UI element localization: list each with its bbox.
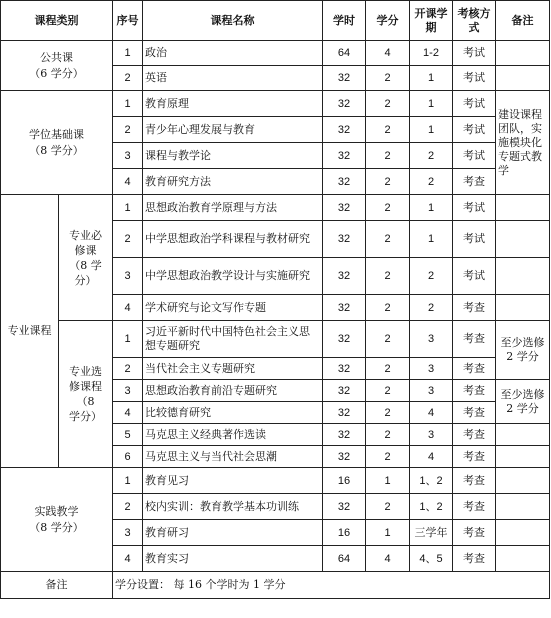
- header-course-name: 课程名称: [143, 1, 323, 41]
- course-name: 马克思主义经典著作选读: [143, 424, 323, 446]
- category-credits: （6 学分）: [29, 66, 84, 80]
- remark-cell: [496, 446, 550, 468]
- subcategory-line: 修课程: [69, 380, 102, 393]
- course-exam: 考试: [453, 117, 496, 143]
- course-credits: 2: [366, 91, 410, 117]
- course-name: 学术研究与论文写作专题: [143, 295, 323, 321]
- category-credits: （8 学分）: [29, 143, 84, 157]
- row-number: 4: [113, 546, 143, 572]
- course-exam: 考查: [453, 402, 496, 424]
- category-public: [1, 41, 113, 91]
- course-credits: 2: [366, 117, 410, 143]
- course-name: 思想政治教育前沿专题研究: [143, 380, 323, 402]
- header-row: [1, 1, 550, 41]
- course-exam: 考查: [453, 295, 496, 321]
- course-name: 政治: [143, 41, 323, 66]
- course-exam: 考查: [453, 169, 496, 195]
- course-credits: 1: [366, 520, 410, 546]
- footer-text: 学分设置： 每 16 个学时为 1 学分: [113, 572, 550, 599]
- course-name: 英语: [143, 66, 323, 91]
- course-term: 三学年: [410, 520, 453, 546]
- subcategory-line: 修课: [74, 243, 97, 257]
- header-credits: 学分: [366, 1, 410, 41]
- course-term: 1: [410, 91, 453, 117]
- course-exam: 考查: [453, 546, 496, 572]
- remark-degree: 建设课程团队，实施模块化专题式教学: [496, 91, 550, 195]
- row-number: 4: [113, 402, 143, 424]
- course-credits: 2: [366, 380, 410, 402]
- header-term: 开课学期: [410, 1, 453, 41]
- course-name: 教育原理: [143, 91, 323, 117]
- course-name: 中学思想政治学科课程与教材研究: [143, 221, 323, 258]
- category-name: 实践教学: [34, 504, 79, 518]
- course-hours: 32: [323, 402, 366, 424]
- course-hours: 32: [323, 143, 366, 169]
- course-hours: 32: [323, 358, 366, 380]
- course-credits: 2: [366, 321, 410, 358]
- subcategory-line: （8: [76, 395, 95, 408]
- footer-row: [1, 572, 550, 599]
- course-credits: 2: [366, 446, 410, 468]
- table-row: [1, 195, 550, 221]
- table-row: [1, 41, 550, 66]
- category-practice: [1, 468, 113, 572]
- remark-cell: [496, 520, 550, 546]
- course-name: 课程与教学论: [143, 143, 323, 169]
- subcategory-line: 专业选: [69, 365, 102, 378]
- course-hours: 32: [323, 66, 366, 91]
- course-term: 4: [410, 402, 453, 424]
- course-term: 1: [410, 221, 453, 258]
- course-exam: 考试: [453, 258, 496, 295]
- row-number: 1: [113, 468, 143, 494]
- category-name: 专业课程: [7, 324, 52, 337]
- remark-cell: [496, 195, 550, 221]
- remark-cell: [496, 221, 550, 258]
- course-credits: 2: [366, 195, 410, 221]
- course-credits: 4: [366, 41, 410, 66]
- course-name: 教育研究方法: [143, 169, 323, 195]
- course-term: 3: [410, 358, 453, 380]
- row-number: 2: [113, 66, 143, 91]
- course-credits: 1: [366, 468, 410, 494]
- course-exam: 考查: [453, 494, 496, 520]
- header-category: 课程类别: [1, 1, 113, 41]
- course-hours: 32: [323, 446, 366, 468]
- course-exam: 考试: [453, 143, 496, 169]
- course-name: 思想政治教育学原理与方法: [143, 195, 323, 221]
- course-term: 3: [410, 380, 453, 402]
- course-hours: 32: [323, 195, 366, 221]
- row-number: 3: [113, 258, 143, 295]
- course-credits: 2: [366, 358, 410, 380]
- course-term: 2: [410, 258, 453, 295]
- course-term: 2: [410, 143, 453, 169]
- table-row: [1, 321, 550, 358]
- course-hours: 32: [323, 295, 366, 321]
- remark-cell: [496, 66, 550, 91]
- course-name: 教育实习: [143, 546, 323, 572]
- course-hours: 16: [323, 520, 366, 546]
- category-major: [1, 195, 59, 468]
- course-name: 习近平新时代中国特色社会主义思想专题研究: [143, 321, 323, 358]
- row-number: 2: [113, 494, 143, 520]
- course-credits: 2: [366, 143, 410, 169]
- header-number: 序号: [113, 1, 143, 41]
- row-number: 1: [113, 91, 143, 117]
- course-term: 2: [410, 295, 453, 321]
- remark-cell: [496, 424, 550, 446]
- row-number: 4: [113, 295, 143, 321]
- remark-cell: [496, 494, 550, 520]
- remark-elective-b: 至少选修 2 学分: [496, 380, 550, 424]
- course-exam: 考试: [453, 41, 496, 66]
- row-number: 3: [113, 143, 143, 169]
- subcategory-line: 分）: [74, 273, 97, 287]
- header-remarks: 备注: [496, 1, 550, 41]
- course-credits: 2: [366, 66, 410, 91]
- course-name: 青少年心理发展与教育: [143, 117, 323, 143]
- remark-cell: [496, 258, 550, 295]
- course-hours: 32: [323, 221, 366, 258]
- course-exam: 考试: [453, 221, 496, 258]
- course-credits: 2: [366, 402, 410, 424]
- course-hours: 32: [323, 117, 366, 143]
- row-number: 1: [113, 321, 143, 358]
- row-number: 5: [113, 424, 143, 446]
- course-hours: 32: [323, 424, 366, 446]
- remark-elective-a: 至少选修 2 学分: [496, 321, 550, 380]
- row-number: 3: [113, 380, 143, 402]
- course-name: 教育研习: [143, 520, 323, 546]
- remark-cell: [496, 41, 550, 66]
- course-name: 教育见习: [143, 468, 323, 494]
- header-exam: 考核方式: [453, 1, 496, 41]
- course-exam: 考查: [453, 424, 496, 446]
- course-credits: 2: [366, 494, 410, 520]
- subcategory-required: [59, 195, 113, 321]
- subcategory-line: （8 学: [69, 258, 102, 272]
- row-number: 1: [113, 41, 143, 66]
- row-number: 3: [113, 520, 143, 546]
- row-number: 2: [113, 358, 143, 380]
- category-credits: （8 学分）: [29, 520, 84, 534]
- subcategory-line: 学分）: [69, 410, 102, 423]
- course-term: 1、2: [410, 494, 453, 520]
- remark-cell: [496, 468, 550, 494]
- course-name: 校内实训：教育教学基本功训练: [143, 494, 323, 520]
- course-term: 3: [410, 321, 453, 358]
- course-hours: 32: [323, 169, 366, 195]
- row-number: 1: [113, 195, 143, 221]
- category-name: 公共课: [40, 50, 73, 64]
- subcategory-line: 专业必: [69, 228, 102, 242]
- remark-cell: [496, 295, 550, 321]
- course-exam: 考试: [453, 195, 496, 221]
- course-hours: 16: [323, 468, 366, 494]
- table-row: [1, 91, 550, 117]
- course-hours: 32: [323, 321, 366, 358]
- course-name: 中学思想政治教学设计与实施研究: [143, 258, 323, 295]
- course-exam: 考试: [453, 91, 496, 117]
- course-term: 1: [410, 195, 453, 221]
- course-name: 比较德育研究: [143, 402, 323, 424]
- course-term: 2: [410, 169, 453, 195]
- remark-cell: [496, 546, 550, 572]
- course-exam: 考查: [453, 321, 496, 358]
- course-term: 1-2: [410, 41, 453, 66]
- table-row: [1, 468, 550, 494]
- course-term: 4、5: [410, 546, 453, 572]
- row-number: 6: [113, 446, 143, 468]
- row-number: 2: [113, 117, 143, 143]
- course-exam: 考试: [453, 66, 496, 91]
- course-hours: 32: [323, 494, 366, 520]
- course-credits: 2: [366, 258, 410, 295]
- course-credits: 4: [366, 546, 410, 572]
- course-hours: 32: [323, 91, 366, 117]
- course-hours: 32: [323, 380, 366, 402]
- course-term: 1: [410, 66, 453, 91]
- course-credits: 2: [366, 424, 410, 446]
- category-name: 学位基础课: [29, 127, 84, 141]
- header-hours: 学时: [323, 1, 366, 41]
- course-name: 当代社会主义专题研究: [143, 358, 323, 380]
- course-name: 马克思主义与当代社会思潮: [143, 446, 323, 468]
- row-number: 2: [113, 221, 143, 258]
- row-number: 4: [113, 169, 143, 195]
- course-exam: 考查: [453, 520, 496, 546]
- subcategory-elective: [59, 321, 113, 468]
- course-exam: 考查: [453, 358, 496, 380]
- footer-label: 备注: [1, 572, 113, 599]
- course-term: 4: [410, 446, 453, 468]
- course-hours: 64: [323, 546, 366, 572]
- course-credits: 2: [366, 221, 410, 258]
- course-hours: 32: [323, 258, 366, 295]
- course-term: 1: [410, 117, 453, 143]
- course-credits: 2: [366, 169, 410, 195]
- course-exam: 考查: [453, 468, 496, 494]
- course-credits: 2: [366, 295, 410, 321]
- course-term: 1、2: [410, 468, 453, 494]
- course-exam: 考查: [453, 446, 496, 468]
- course-term: 3: [410, 424, 453, 446]
- course-hours: 64: [323, 41, 366, 66]
- course-exam: 考查: [453, 380, 496, 402]
- category-degree: [1, 91, 113, 195]
